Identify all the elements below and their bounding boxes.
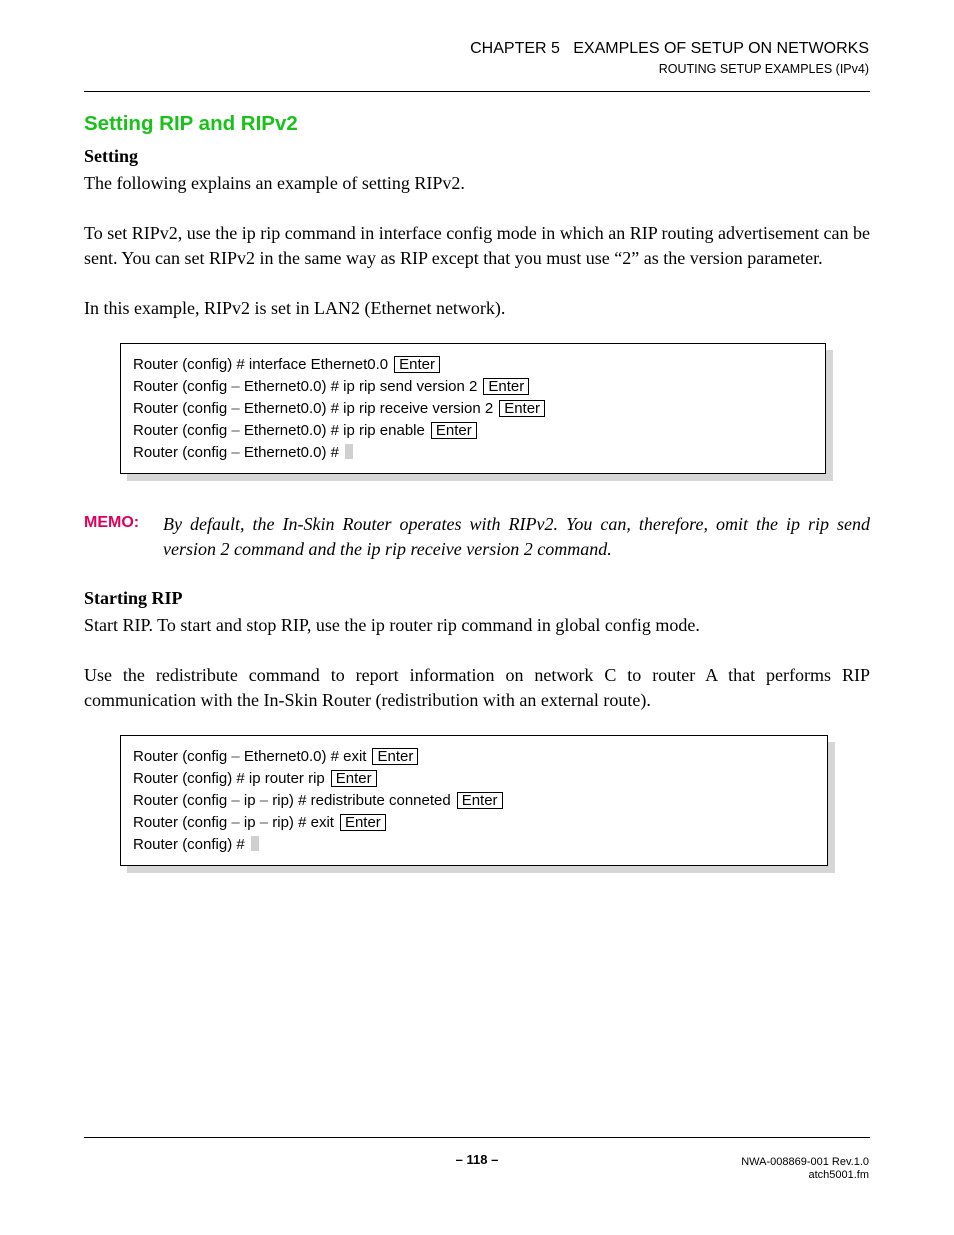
enter-key: Enter xyxy=(340,814,386,831)
setting-paragraph-2: To set RIPv2, use the ip rip command in interface config mode in which an RIP routing advertisement can be sent. You can set RIPv2 in the same way as RIP except that you must use “2” as the version parameter. xyxy=(84,223,870,268)
page-number: – 118 – xyxy=(455,1152,499,1167)
code-line: Router (config – Ethernet0.0) # ip rip enable Enter xyxy=(133,420,813,442)
code-line: Router (config – Ethernet0.0) # xyxy=(133,442,813,464)
footer-doc-id: NWA-008869-001 Rev.1.0 xyxy=(741,1156,869,1168)
starting-rip-heading: Starting RIP xyxy=(84,588,183,608)
header-chapter: CHAPTER 5 EXAMPLES OF SETUP ON NETWORKS xyxy=(470,40,869,57)
code-block-rip-start xyxy=(120,735,828,866)
starting-paragraph-1: Start RIP. To start and stop RIP, use the ip router rip command in global config mode. xyxy=(84,615,700,635)
code-line: Router (config) # interface Ethernet0.0 Enter xyxy=(133,354,813,376)
header-rule xyxy=(84,91,870,92)
header-section: ROUTING SETUP EXAMPLES (IPv4) xyxy=(658,62,869,76)
setting-paragraph-3: In this example, RIPv2 is set in LAN2 (Ethernet network). xyxy=(84,298,506,318)
enter-key: Enter xyxy=(457,792,503,809)
setting-heading: Setting xyxy=(84,146,138,166)
enter-key: Enter xyxy=(331,770,377,787)
code-line: Router (config) # ip router rip Enter xyxy=(133,768,815,790)
page-title: Setting RIP and RIPv2 xyxy=(84,112,298,135)
enter-key: Enter xyxy=(431,422,477,439)
setting-paragraph-1: The following explains an example of setting RIPv2. xyxy=(84,173,465,193)
enter-key: Enter xyxy=(372,748,418,765)
cursor-block xyxy=(345,444,353,459)
starting-paragraph-2: Use the redistribute command to report information on network C to router A that performs RIP communication with the In-Skin Router (redistribution with an external route). xyxy=(84,665,870,710)
enter-key: Enter xyxy=(394,356,440,373)
code-line: Router (config – ip – rip) # redistribute conneted Enter xyxy=(133,790,815,812)
code-line: Router (config) # xyxy=(133,834,815,856)
enter-key: Enter xyxy=(499,400,545,417)
cursor-block xyxy=(251,836,259,851)
code-line: Router (config – Ethernet0.0) # ip rip send version 2 Enter xyxy=(133,376,813,398)
code-line: Router (config – Ethernet0.0) # ip rip receive version 2 Enter xyxy=(133,398,813,420)
code-line: Router (config – Ethernet0.0) # exit Enter xyxy=(133,746,815,768)
memo-label: MEMO: xyxy=(84,514,140,531)
footer-file-name: atch5001.fm xyxy=(808,1169,869,1181)
code-line: Router (config – ip – rip) # exit Enter xyxy=(133,812,815,834)
code-block-ripv2 xyxy=(120,343,826,474)
footer-rule xyxy=(84,1137,870,1138)
memo-text: By default, the In-Skin Router operates with RIPv2. You can, therefore, omit the ip rip send version 2 command and the ip rip receive version 2 command. xyxy=(163,514,870,559)
enter-key: Enter xyxy=(483,378,529,395)
